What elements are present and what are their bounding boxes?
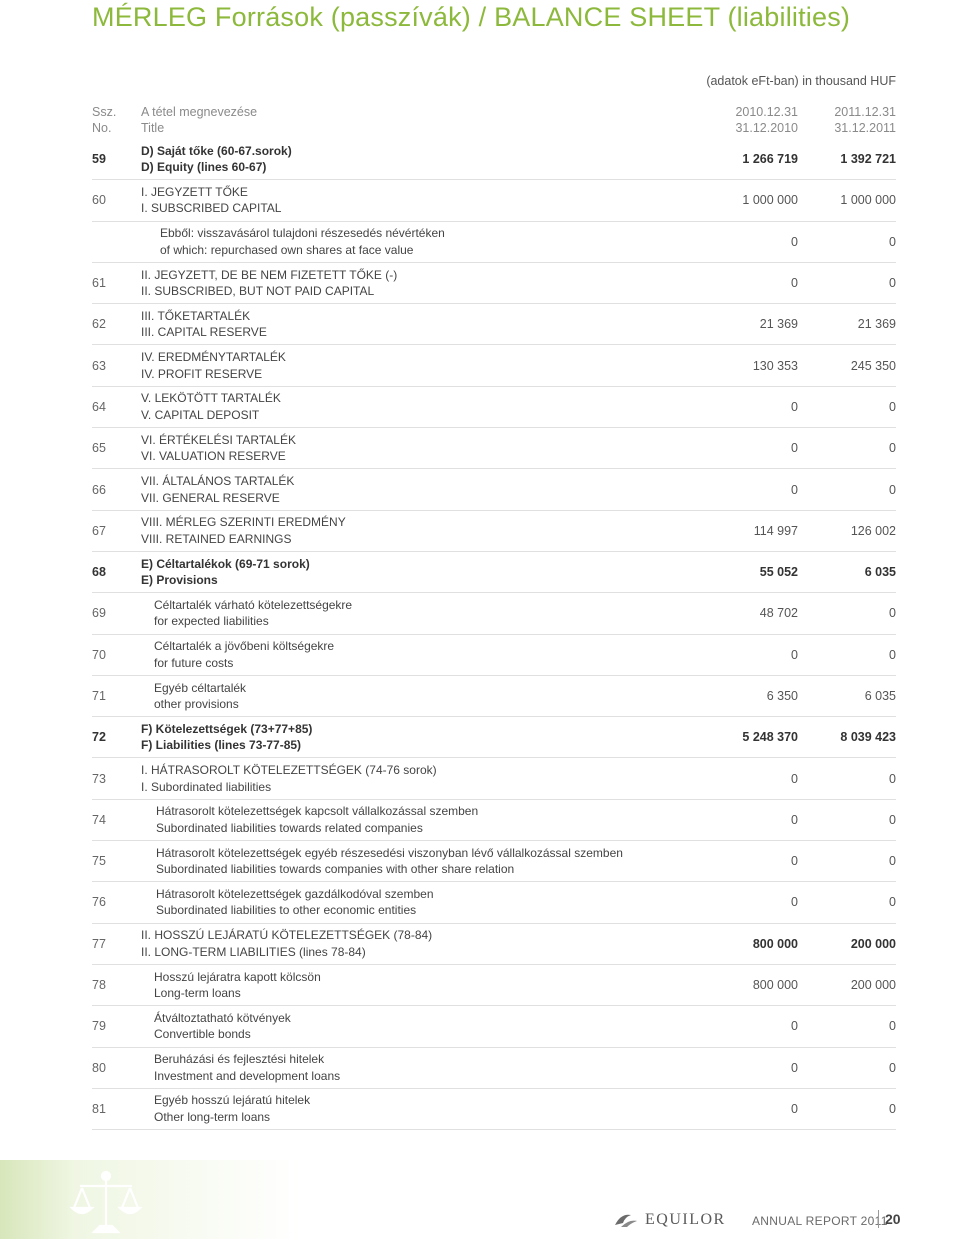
row-number: 78 bbox=[92, 978, 106, 993]
row-title-en: III. CAPITAL RESERVE bbox=[141, 325, 267, 340]
value-2010: 0 bbox=[791, 895, 798, 910]
brand bbox=[613, 1211, 726, 1229]
value-2011: 0 bbox=[889, 441, 896, 456]
table-row bbox=[92, 758, 896, 799]
table-row bbox=[92, 387, 896, 428]
value-2011: 0 bbox=[889, 854, 896, 869]
row-title-hu: I. HÁTRASOROLT KÖTELEZETTSÉGEK (74-76 sorok) bbox=[141, 763, 437, 778]
row-title-en: VI. VALUATION RESERVE bbox=[141, 449, 286, 464]
row-number: 63 bbox=[92, 358, 106, 373]
row-title-en: Other long-term loans bbox=[154, 1109, 271, 1124]
row-title bbox=[154, 635, 696, 675]
row-title-en: Subordinated liabilities towards related companies bbox=[156, 820, 423, 835]
row-title-hu: Hosszú lejáratra kapott kölcsön bbox=[154, 969, 321, 984]
value-2011: 0 bbox=[889, 276, 896, 291]
row-number: 74 bbox=[92, 812, 106, 827]
value-2011: 200 000 bbox=[850, 936, 896, 951]
row-title-en: Convertible bonds bbox=[154, 1027, 251, 1042]
table-row bbox=[92, 511, 896, 552]
row-title bbox=[154, 1089, 696, 1129]
row-title-hu: E) Céltartalékok (69-71 sorok) bbox=[141, 556, 310, 571]
row-title bbox=[141, 552, 696, 592]
row-title-hu: Beruházási és fejlesztési hitelek bbox=[154, 1052, 325, 1067]
value-2010: 6 350 bbox=[766, 689, 798, 703]
row-number: 80 bbox=[92, 1060, 106, 1075]
header-year-2011 bbox=[834, 104, 896, 136]
page-title: MÉRLEG Források (passzívák) / BALANCE SHEET (liabilities) bbox=[92, 2, 851, 32]
value-2011: 200 000 bbox=[850, 978, 896, 993]
row-number: 59 bbox=[92, 152, 106, 167]
equilor-logo-icon bbox=[613, 1211, 639, 1229]
row-title-hu: VII. ÁLTALÁNOS TARTALÉK bbox=[141, 474, 295, 489]
header-y2-hu: 2011.12.31 bbox=[834, 105, 896, 119]
value-2010: 130 353 bbox=[752, 358, 798, 373]
row-title-en: Subordinated liabilities towards companies with other share relation bbox=[156, 862, 515, 877]
row-title-en: IV. PROFIT RESERVE bbox=[141, 366, 263, 381]
row-title-hu: F) Kötelezettségek (73+77+85) bbox=[141, 721, 313, 736]
value-2010: 1 266 719 bbox=[742, 152, 798, 167]
value-2011: 21 369 bbox=[857, 317, 896, 332]
row-title bbox=[141, 511, 696, 551]
row-title bbox=[154, 593, 696, 633]
value-2010: 0 bbox=[791, 771, 798, 786]
value-2010: 0 bbox=[791, 276, 798, 291]
row-number bbox=[92, 222, 132, 262]
row-title-en: VII. GENERAL RESERVE bbox=[141, 490, 280, 505]
row-title-hu: V. LEKÖTÖTT TARTALÉK bbox=[141, 391, 281, 406]
row-title bbox=[156, 882, 696, 922]
row-title bbox=[156, 841, 696, 881]
row-title-en: of which: repurchased own shares at face value bbox=[160, 242, 414, 257]
header-no bbox=[92, 104, 132, 136]
table-row bbox=[92, 1089, 896, 1130]
row-title-en: I. Subordinated liabilities bbox=[141, 779, 272, 794]
row-title-en: E) Provisions bbox=[141, 573, 218, 588]
row-number: 81 bbox=[92, 1101, 106, 1116]
header-y2-en: 31.12.2011 bbox=[834, 121, 896, 135]
value-2010: 0 bbox=[791, 854, 798, 869]
row-title-en: other provisions bbox=[154, 697, 239, 711]
value-2011: 0 bbox=[889, 1101, 896, 1116]
value-2011: 0 bbox=[889, 482, 896, 497]
table-row bbox=[92, 469, 896, 510]
value-2010: 55 052 bbox=[759, 565, 798, 580]
row-number: 79 bbox=[92, 1019, 106, 1034]
value-2010: 800 000 bbox=[752, 978, 798, 993]
table-row bbox=[92, 800, 896, 841]
table-row bbox=[92, 1048, 896, 1089]
row-number: 62 bbox=[92, 317, 106, 332]
row-title bbox=[160, 222, 696, 262]
value-2011: 0 bbox=[889, 234, 896, 249]
header-no-hu: Ssz. bbox=[92, 105, 117, 119]
brand-name: EQUILOR bbox=[645, 1211, 726, 1228]
value-2010: 0 bbox=[791, 482, 798, 497]
table-row bbox=[92, 676, 896, 717]
row-title-hu: Ebből: visszavásárol tulajdoni részesedés névértéken bbox=[160, 226, 445, 241]
units-note: (adatok eFt-ban) in thousand HUF bbox=[706, 74, 896, 88]
row-title-hu: Átváltoztatható kötvények bbox=[154, 1010, 291, 1025]
table-row bbox=[92, 180, 896, 221]
row-number: 65 bbox=[92, 441, 106, 456]
row-title-en: for future costs bbox=[154, 655, 234, 670]
value-2011: 0 bbox=[889, 1060, 896, 1075]
value-2011: 245 350 bbox=[850, 358, 896, 373]
value-2010: 0 bbox=[791, 1101, 798, 1116]
table-row bbox=[92, 1006, 896, 1047]
row-title-hu: VI. ÉRTÉKELÉSI TARTALÉK bbox=[141, 432, 296, 447]
row-number: 76 bbox=[92, 895, 106, 910]
row-title-en: F) Liabilities (lines 73-77-85) bbox=[141, 738, 302, 753]
row-title bbox=[141, 263, 696, 303]
value-2011: 6 035 bbox=[864, 565, 896, 580]
table-row bbox=[92, 345, 896, 386]
table-row bbox=[92, 222, 896, 263]
row-title-hu: II. JEGYZETT, DE BE NEM FIZETETT TŐKE (-) bbox=[141, 267, 398, 282]
row-number: 73 bbox=[92, 771, 106, 786]
value-2011: 0 bbox=[889, 812, 896, 827]
value-2011: 0 bbox=[889, 771, 896, 786]
row-number: 66 bbox=[92, 482, 106, 497]
row-title-hu: III. TŐKETARTALÉK bbox=[141, 308, 251, 323]
row-title-hu: D) Saját tőke (60-67.sorok) bbox=[141, 143, 292, 158]
row-title-hu: Hátrasorolt kötelezettségek kapcsolt vállalkozással szemben bbox=[156, 804, 479, 819]
row-title bbox=[141, 139, 696, 179]
row-title-hu: Egyéb hosszú lejáratú hitelek bbox=[154, 1093, 311, 1108]
value-2010: 0 bbox=[791, 234, 798, 249]
row-title-en: II. SUBSCRIBED, BUT NOT PAID CAPITAL bbox=[141, 284, 375, 299]
value-2010: 0 bbox=[791, 399, 798, 414]
table-row bbox=[92, 635, 896, 676]
table-row bbox=[92, 717, 896, 758]
row-title-en: for expected liabilities bbox=[154, 614, 269, 629]
row-title bbox=[154, 1006, 696, 1046]
table-row bbox=[92, 139, 896, 180]
row-title-en: I. SUBSCRIBED CAPITAL bbox=[141, 201, 282, 216]
row-title bbox=[154, 676, 696, 716]
row-title-en: VIII. RETAINED EARNINGS bbox=[141, 531, 292, 546]
table-row bbox=[92, 428, 896, 469]
value-2010: 1 000 000 bbox=[742, 193, 798, 208]
value-2010: 21 369 bbox=[759, 317, 798, 332]
row-title-hu: Hátrasorolt kötelezettségek gazdálkodóval szemben bbox=[156, 886, 434, 901]
row-number: 70 bbox=[92, 647, 106, 662]
value-2011: 0 bbox=[889, 1019, 896, 1034]
row-number: 77 bbox=[92, 936, 106, 951]
row-title bbox=[141, 469, 696, 509]
table-row bbox=[92, 304, 896, 345]
row-number: 75 bbox=[92, 854, 106, 869]
report-title: ANNUAL REPORT 2011 bbox=[752, 1214, 888, 1228]
value-2010: 0 bbox=[791, 1019, 798, 1034]
table-row bbox=[92, 593, 896, 634]
row-number: 64 bbox=[92, 399, 106, 414]
value-2010: 0 bbox=[791, 441, 798, 456]
value-2011: 0 bbox=[889, 399, 896, 414]
row-title bbox=[156, 800, 696, 840]
value-2011: 0 bbox=[889, 647, 896, 662]
scales-logo-icon bbox=[66, 1164, 146, 1239]
value-2010: 48 702 bbox=[759, 606, 798, 621]
header-title bbox=[141, 104, 257, 136]
row-title-en: Long-term loans bbox=[154, 986, 241, 1001]
header-title-hu: A tétel megnevezése bbox=[141, 105, 258, 119]
row-number: 61 bbox=[92, 276, 106, 291]
row-title bbox=[141, 428, 696, 468]
row-title-hu: VIII. MÉRLEG SZERINTI EREDMÉNY bbox=[141, 515, 346, 530]
page-number: 20 bbox=[878, 1210, 901, 1228]
table-row bbox=[92, 965, 896, 1006]
value-2011: 8 039 423 bbox=[840, 730, 896, 745]
value-2011: 6 035 bbox=[864, 689, 896, 703]
row-title-en: D) Equity (lines 60-67) bbox=[141, 160, 267, 175]
value-2011: 0 bbox=[889, 895, 896, 910]
row-title bbox=[141, 387, 696, 427]
table-row bbox=[92, 552, 896, 593]
row-number: 68 bbox=[92, 565, 106, 580]
row-title-en: Investment and development loans bbox=[154, 1068, 341, 1083]
row-title bbox=[141, 924, 696, 964]
table-row bbox=[92, 841, 896, 882]
row-title bbox=[141, 717, 696, 757]
value-2010: 0 bbox=[791, 647, 798, 662]
row-title-hu: Hátrasorolt kötelezettségek egyéb részesedési viszonyban lévő vállalkozással szemben bbox=[156, 845, 623, 860]
value-2010: 5 248 370 bbox=[742, 730, 798, 745]
value-2011: 1 392 721 bbox=[840, 152, 896, 167]
row-number: 69 bbox=[92, 606, 106, 621]
row-title-hu: II. HOSSZÚ LEJÁRATÚ KÖTELEZETTSÉGEK (78-84) bbox=[141, 928, 433, 943]
row-title-hu: Céltartalék a jövőbeni költségekre bbox=[154, 639, 335, 654]
row-title bbox=[141, 180, 696, 220]
header-no-en: No. bbox=[92, 121, 112, 135]
row-title bbox=[141, 758, 696, 798]
row-number: 60 bbox=[92, 193, 106, 208]
row-title-hu: Céltartalék várható kötelezettségekre bbox=[154, 597, 353, 612]
table-row bbox=[92, 924, 896, 965]
row-number: 72 bbox=[92, 730, 106, 745]
value-2011: 1 000 000 bbox=[840, 193, 896, 208]
table-row bbox=[92, 882, 896, 923]
header-year-2010 bbox=[735, 104, 798, 136]
row-title-en: II. LONG-TERM LIABILITIES (lines 78-84) bbox=[141, 944, 366, 959]
header-y1-hu: 2010.12.31 bbox=[735, 105, 798, 119]
value-2011: 0 bbox=[889, 606, 896, 621]
row-title bbox=[141, 345, 696, 385]
balance-sheet-table bbox=[92, 139, 896, 1130]
header-y1-en: 31.12.2010 bbox=[735, 121, 798, 135]
row-number: 67 bbox=[92, 523, 106, 538]
row-title bbox=[154, 965, 696, 1005]
row-title-hu: I. JEGYZETT TŐKE bbox=[141, 184, 248, 199]
table-row bbox=[92, 263, 896, 304]
row-title bbox=[141, 304, 696, 344]
value-2010: 0 bbox=[791, 1060, 798, 1075]
row-title-hu: Egyéb céltartalék bbox=[154, 680, 247, 695]
header-title-en: Title bbox=[141, 121, 165, 135]
value-2010: 0 bbox=[791, 812, 798, 827]
row-title-en: V. CAPITAL DEPOSIT bbox=[141, 407, 260, 422]
value-2010: 800 000 bbox=[752, 936, 798, 951]
row-title-hu: IV. EREDMÉNYTARTALÉK bbox=[141, 350, 286, 365]
row-number: 71 bbox=[92, 689, 106, 703]
value-2011: 126 002 bbox=[850, 523, 896, 538]
row-title-en: Subordinated liabilities to other economic entities bbox=[156, 903, 417, 918]
row-title bbox=[154, 1048, 696, 1088]
value-2010: 114 997 bbox=[753, 523, 798, 538]
